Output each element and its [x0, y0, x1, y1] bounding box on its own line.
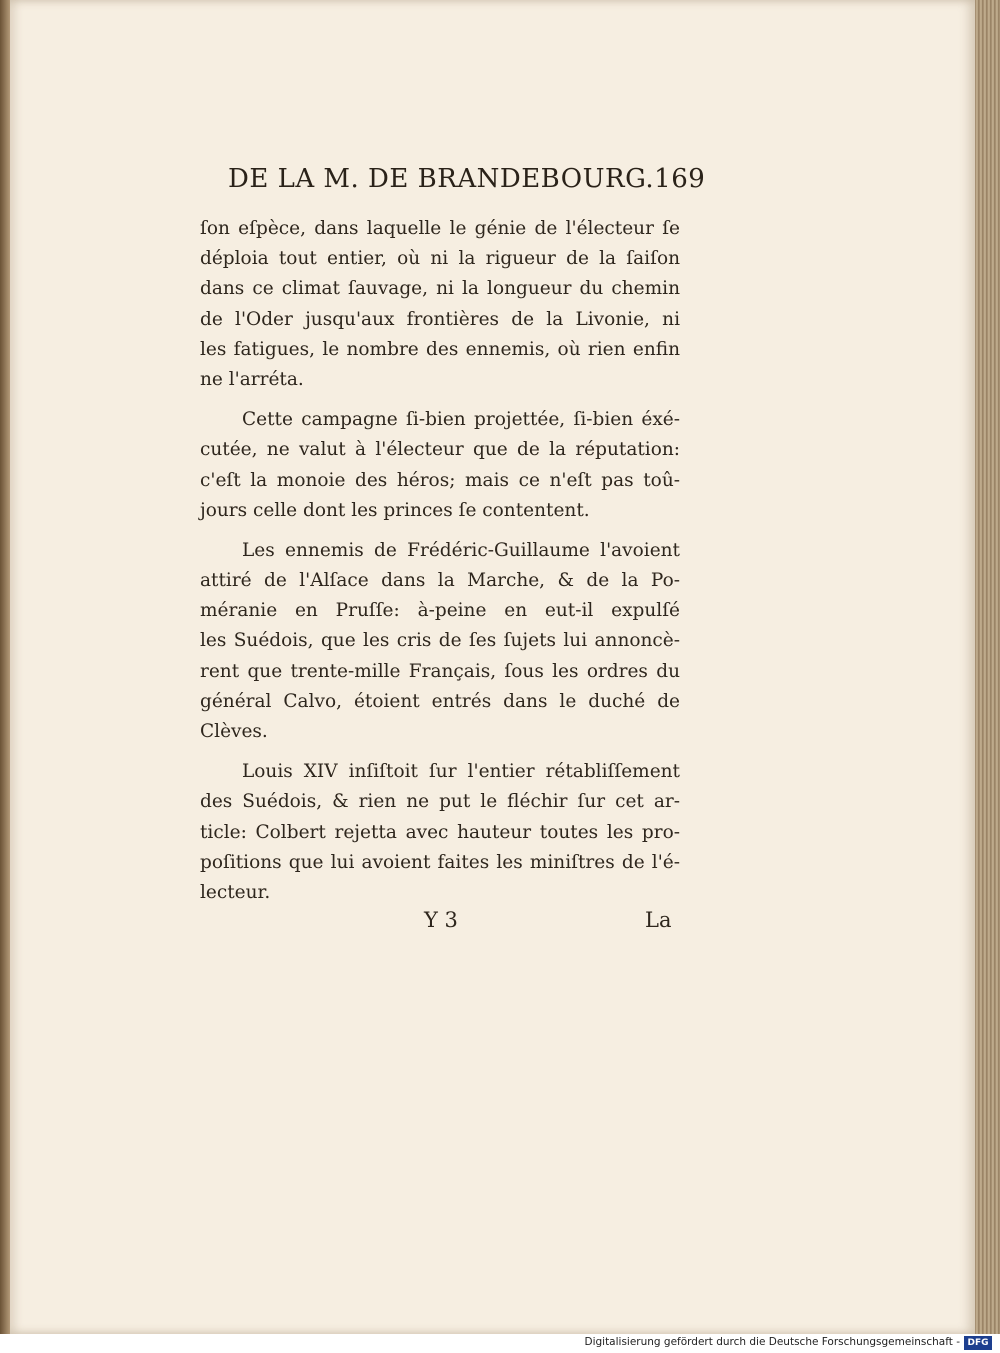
- text-line: Cette campagne ſi-bien projettée, ſi-bien éxé-: [242, 409, 680, 431]
- catchword: La: [645, 908, 672, 932]
- text-line: les fatigues, le nombre des ennemis, où rien enfin: [200, 338, 680, 360]
- text-line: Louis XIV inſiſtoit ſur l'entier rétabliſſement: [242, 761, 680, 783]
- text-line: général Calvo, étoient entrés dans le duché de: [200, 690, 680, 712]
- text-line: ſon eſpèce, dans laquelle le génie de l'électeur ſe: [200, 218, 680, 239]
- text-line: de l'Oder jusqu'aux frontières de la Livonie, ni: [200, 308, 680, 330]
- paragraph: [200, 757, 680, 908]
- text-line: ne l'arréta.: [200, 368, 304, 390]
- text-line: les Suédois, que les cris de ſes ſujets lui annoncè-: [200, 630, 680, 652]
- funding-credit: Digitalisierung gefördert durch die Deutsche Forschungsgemeinschaft -: [584, 1336, 960, 1348]
- text-line: des Suédois, & rien ne put le fléchir ſur cet ar-: [200, 791, 680, 813]
- running-title: DE LA M. DE BRANDEBOURG.: [228, 164, 655, 194]
- page-number: 169: [654, 164, 706, 194]
- book-spine-edge: [0, 0, 10, 1334]
- credit-bar: [0, 1334, 1000, 1353]
- text-line: dans ce climat ſauvage, ni la longueur du chemin: [200, 278, 680, 300]
- text-line: Clèves.: [200, 721, 268, 742]
- text-line: c'eſt la monoie des héros; mais ce n'eſt pas toû-: [200, 469, 680, 491]
- body-text: [200, 214, 680, 918]
- paragraph: [200, 536, 680, 747]
- text-line: lecteur.: [200, 881, 271, 903]
- text-line: rent que trente-mille Français, ſous les ordres du: [200, 660, 680, 682]
- page-stack-edge: [975, 0, 1000, 1334]
- text-line: attiré de l'Alſace dans la Marche, & de la Po-: [200, 570, 680, 592]
- text-line: jours celle dont les princes ſe contentent.: [200, 499, 590, 521]
- text-line: poſitions que lui avoient faites les miniſtres de l'é-: [200, 851, 680, 873]
- text-line: ticle: Colbert rejetta avec hauteur toutes les pro-: [200, 821, 680, 843]
- text-line: Les ennemis de Frédéric-Guillaume l'avoient: [242, 539, 680, 561]
- paragraph: [200, 214, 680, 395]
- signature-mark: Y 3: [424, 908, 458, 932]
- running-header: [228, 164, 706, 194]
- paragraph: [200, 405, 680, 526]
- dfg-logo-icon: DFG: [964, 1336, 992, 1350]
- text-line: cutée, ne valut à l'électeur que de la réputation:: [200, 439, 680, 461]
- text-line: méranie en Pruſſe: à-peine en eut-il expulſé: [200, 600, 680, 622]
- text-line: déploia tout entier, où ni la rigueur de la ſaiſon: [200, 248, 680, 270]
